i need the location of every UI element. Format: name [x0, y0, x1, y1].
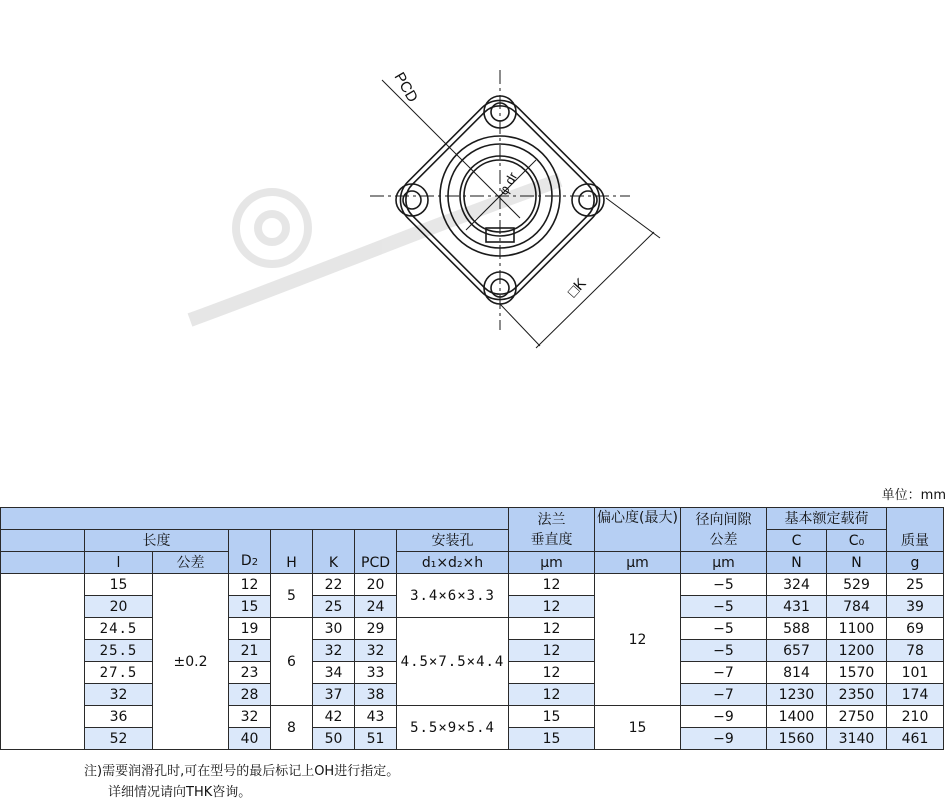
- spec-table: [0, 507, 944, 750]
- header-d2: D2: [229, 530, 271, 574]
- cell-radial: −7: [681, 684, 767, 706]
- cell-k: 42: [313, 706, 355, 728]
- cell-flange: 12: [509, 662, 595, 684]
- header-top-blank: [1, 508, 509, 530]
- cell-d2: 21: [229, 640, 271, 662]
- header-eccentricity: 偏心度(最大): [595, 508, 681, 552]
- header-c: C: [767, 530, 827, 552]
- cell-mass: 39: [887, 596, 944, 618]
- cell-c0: 2350: [827, 684, 887, 706]
- cell-d2: 12: [229, 574, 271, 596]
- cell-c: 1230: [767, 684, 827, 706]
- footnote-line1: 注)需要润滑孔时,可在型号的最后标记上OH进行指定。: [84, 764, 400, 779]
- header-radial-unit: μm: [681, 552, 767, 574]
- cell-c: 1560: [767, 728, 827, 750]
- cell-flange: 15: [509, 706, 595, 728]
- cell-radial: −5: [681, 596, 767, 618]
- cell-l: 36: [85, 706, 153, 728]
- cell-l: 52: [85, 728, 153, 750]
- cell-flange: 15: [509, 728, 595, 750]
- k-dimension: [500, 198, 660, 348]
- header-mass: 质量: [887, 508, 944, 552]
- cell-c: 324: [767, 574, 827, 596]
- unit-label: 单位：mm: [881, 488, 946, 503]
- cell-mass: 461: [887, 728, 944, 750]
- cell-k: 22: [313, 574, 355, 596]
- cell-c0: 1570: [827, 662, 887, 684]
- header-c0-unit: N: [827, 552, 887, 574]
- cell-flange: 12: [509, 640, 595, 662]
- cell-pcd: 20: [355, 574, 397, 596]
- cell-c: 588: [767, 618, 827, 640]
- cell-c0: 1200: [827, 640, 887, 662]
- pcd-label: PCD: [390, 69, 422, 106]
- cell-c: 1400: [767, 706, 827, 728]
- header-mount-hole-sub: d₁×d₂×h: [397, 552, 509, 574]
- footnote-line2: 详细情况请向THK咨询。: [108, 785, 252, 800]
- cell-pcd: 51: [355, 728, 397, 750]
- cell-c: 431: [767, 596, 827, 618]
- cell-l: 20: [85, 596, 153, 618]
- cell-c0: 784: [827, 596, 887, 618]
- cell-l: 15: [85, 574, 153, 596]
- cell-flange: 12: [509, 684, 595, 706]
- cell-flange: 12: [509, 574, 595, 596]
- cell-pcd: 38: [355, 684, 397, 706]
- header-load-rating: 基本额定载荷: [767, 508, 887, 530]
- cell-d2: 32: [229, 706, 271, 728]
- cell-k: 50: [313, 728, 355, 750]
- dr-label: φ dr: [495, 169, 521, 198]
- cell-k: 25: [313, 596, 355, 618]
- cell-c: 814: [767, 662, 827, 684]
- cell-k: 30: [313, 618, 355, 640]
- cell-ecc-group2: 15: [595, 706, 681, 750]
- cell-d2: 23: [229, 662, 271, 684]
- cell-hole-group3: 5.5×9×5.4: [397, 706, 509, 750]
- cell-flange: 12: [509, 618, 595, 640]
- cell-d2: 15: [229, 596, 271, 618]
- header-blank-col-2: [1, 552, 85, 574]
- cell-c: 657: [767, 640, 827, 662]
- cell-mass: 69: [887, 618, 944, 640]
- cell-radial: −5: [681, 618, 767, 640]
- cell-pcd: 43: [355, 706, 397, 728]
- blank-model-column: [1, 574, 85, 750]
- header-tolerance: 公差: [153, 552, 229, 574]
- cell-c0: 529: [827, 574, 887, 596]
- cell-c0: 2750: [827, 706, 887, 728]
- table-row: [1, 706, 944, 728]
- header-length: 长度: [85, 530, 229, 552]
- cell-mass: 210: [887, 706, 944, 728]
- header-mass-unit: g: [887, 552, 944, 574]
- header-flange: 法兰 垂直度: [509, 508, 595, 552]
- cell-pcd: 32: [355, 640, 397, 662]
- cell-pcd: 33: [355, 662, 397, 684]
- pcd-dimension: [370, 70, 630, 330]
- header-mount-hole: 安装孔: [397, 530, 509, 552]
- cell-l: 25.5: [85, 640, 153, 662]
- table-row: [1, 574, 944, 596]
- cell-mass: 101: [887, 662, 944, 684]
- cell-hole-group2: 4.5×7.5×4.4: [397, 618, 509, 706]
- header-flange-unit: μm: [509, 552, 595, 574]
- cell-k: 37: [313, 684, 355, 706]
- cell-h-group3: 8: [271, 706, 313, 750]
- cell-mass: 78: [887, 640, 944, 662]
- footnotes: [84, 761, 399, 803]
- header-c-unit: N: [767, 552, 827, 574]
- cell-ecc-group1: 12: [595, 574, 681, 706]
- cell-hole-group1: 3.4×6×3.3: [397, 574, 509, 618]
- cell-c0: 3140: [827, 728, 887, 750]
- cell-radial: −9: [681, 728, 767, 750]
- cell-radial: −5: [681, 574, 767, 596]
- cell-c0: 1100: [827, 618, 887, 640]
- header-c0: C₀: [827, 530, 887, 552]
- cell-h-group2: 6: [271, 618, 313, 706]
- header-blank-col: [1, 530, 85, 552]
- cell-mass: 174: [887, 684, 944, 706]
- cell-radial: −7: [681, 662, 767, 684]
- cell-tolerance-merged: ±0.2: [153, 574, 229, 750]
- cell-pcd: 24: [355, 596, 397, 618]
- cell-l: 24.5: [85, 618, 153, 640]
- header-ecc-unit: μm: [595, 552, 681, 574]
- header-pcd: PCD: [355, 530, 397, 574]
- k-label: □K: [564, 275, 590, 301]
- cell-d2: 28: [229, 684, 271, 706]
- cell-mass: 25: [887, 574, 944, 596]
- cell-flange: 12: [509, 596, 595, 618]
- cell-k: 34: [313, 662, 355, 684]
- header-k: K: [313, 530, 355, 574]
- cell-k: 32: [313, 640, 355, 662]
- cell-pcd: 29: [355, 618, 397, 640]
- cell-d2: 19: [229, 618, 271, 640]
- cell-h-group1: 5: [271, 574, 313, 618]
- header-l: l: [85, 552, 153, 574]
- cell-radial: −9: [681, 706, 767, 728]
- cell-l: 32: [85, 684, 153, 706]
- header-radial: 径向间隙 公差: [681, 508, 767, 552]
- cell-d2: 40: [229, 728, 271, 750]
- table-row: [1, 618, 944, 640]
- cell-l: 27.5: [85, 662, 153, 684]
- header-h: H: [271, 530, 313, 574]
- cell-radial: −5: [681, 640, 767, 662]
